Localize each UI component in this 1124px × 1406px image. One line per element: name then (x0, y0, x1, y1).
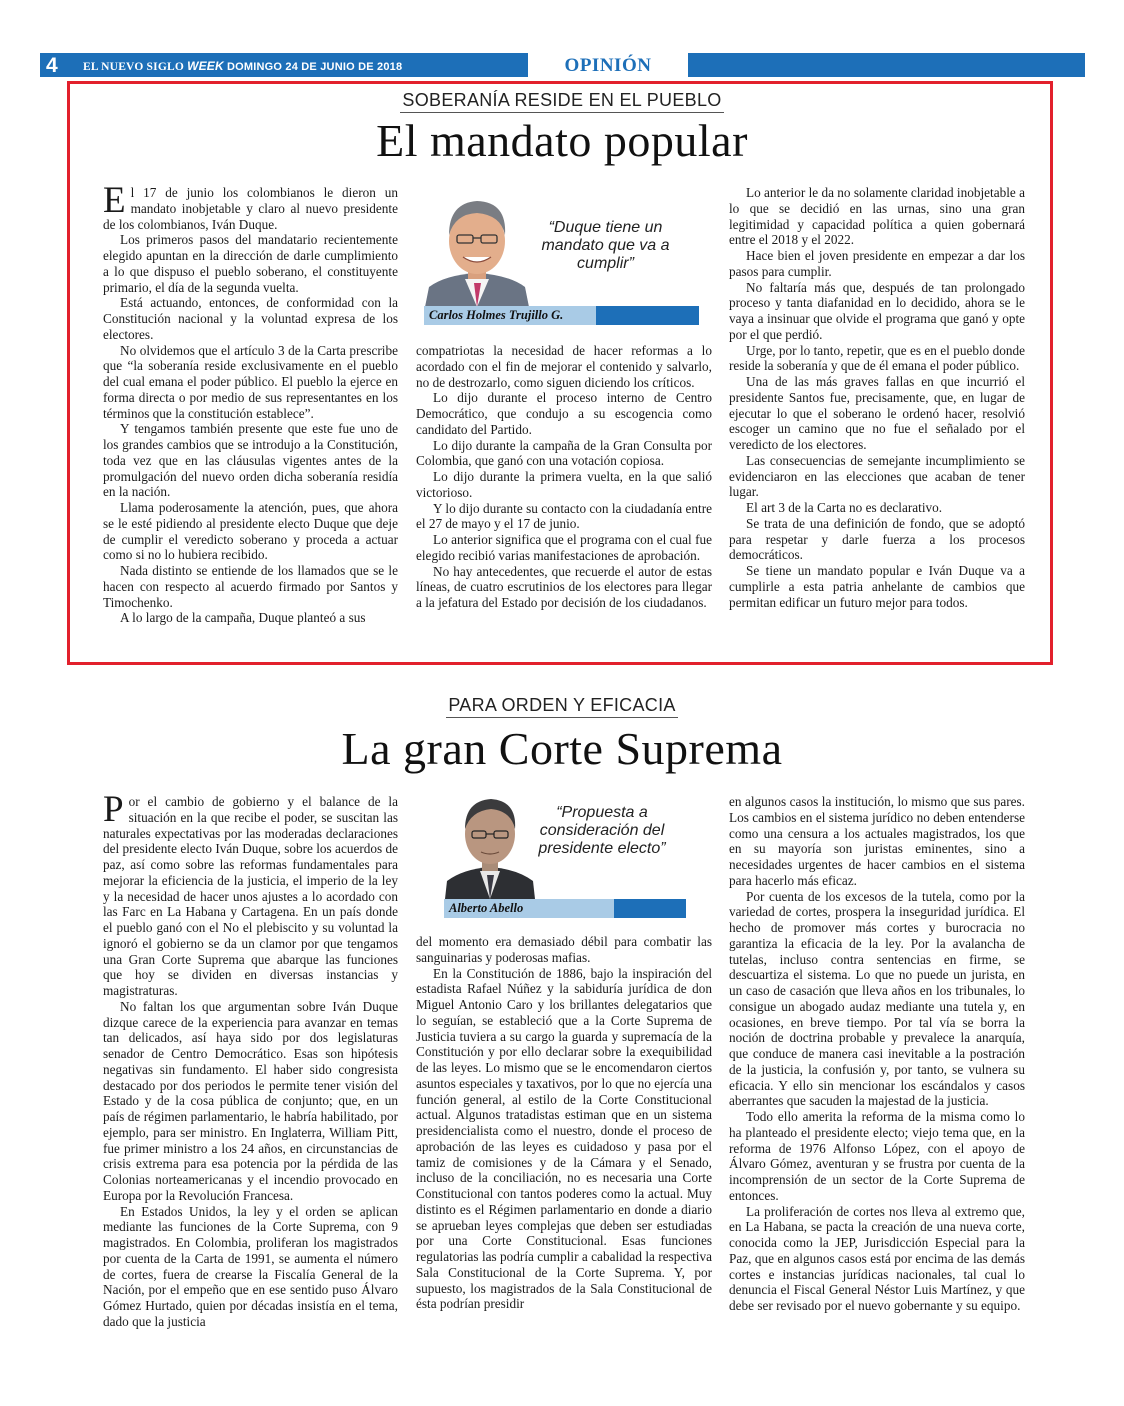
article1-paragraph: El 17 de junio los colombianos le dieron un mandato inobjetable y claro al nuevo presidente de los colombianos, Iván Duque. (103, 180, 398, 232)
article1-paragraph: El art 3 de la Carta no es declarativo. (746, 500, 943, 515)
publication-line (83, 59, 402, 73)
article1-column-3 (729, 185, 1025, 610)
article1-pull-quote: “Duque tiene un mandato que va a cumplir” (541, 219, 670, 272)
article1-paragraph: Lo dijo durante la primera vuelta, en la que salió victorioso. (416, 469, 712, 500)
article1-paragraph: Y lo dijo durante su contacto con la ciudadanía entre el 27 de mayo y el 17 de junio. (416, 500, 712, 532)
article1-paragraph: Lo anterior le da no solamente claridad inobjetable a lo que se decidió en las urnas, sino una gran legitimidad y capacidad política a quien gobernará entre el 2018 y el 2022. (729, 185, 1025, 248)
article2-paragraph: En Estados Unidos, la ley y el orden se aplican mediante las funciones de la Corte Suprema, con 9 magistrados. En Colombia, proliferan los magistrados por cuenta de la Carta de 1991, se aumenta el número de cortes, fuera de crearse la Fiscalía General de la Nación, por el empeño que en ese sentido puso Álvaro Gómez Hurtado, quien por décadas insistía en el tema, dado que la justicia (103, 1203, 398, 1329)
article1-paragraph: Se tiene un mandato popular e Iván Duque va a cumplirle a esta patria anhelante de cambios que permitan edificar un futuro mejor para todos. (729, 563, 1025, 610)
article2-column-1 (103, 789, 398, 1330)
article1-paragraph: Se trata de una definición de fondo, que se adoptó para respetar y darle fuerza a los procesos democráticos. (729, 515, 1025, 563)
drop-cap: P (103, 789, 124, 830)
publication-date: DOMINGO 24 DE JUNIO DE 2018 (226, 61, 403, 73)
article1-paragraph: Una de las más graves fallas en que incurrió el presidente Santos fue, precisamente, que, en lugar de ejecutar lo que el soberano le ordenó hacer, resolvió escoger un camino que no fue el señalado por el veredicto de los electores. (729, 374, 1025, 452)
article1-paragraph: compatriotas la necesidad de hacer reformas a lo acordado con el fin de mejorar el contenido y salvarlo, no de destrozarlo, como siguen diciendo los críticos. (416, 343, 712, 390)
caption-accent-block (596, 306, 699, 325)
article1-paragraph: Los primeros pasos del mandatario recientemente elegido apuntan en la dirección de darle cumplimiento a lo que dispuso el pueblo soberano, el constituyente primario, el día de la segunda vuelta. (103, 232, 398, 295)
article2-paragraph: en algunos casos la institución, lo mismo que sus pares. Los cambios en el sistema jurídico no deben entenderse como una censura a los actuales magistrados, los que en su mayoría son juristas eminentes, sino a necesidades urgentes de hacer cambios en el sistema para hacerlo más eficaz. (729, 794, 1025, 888)
section-label-box (528, 53, 688, 77)
drop-cap: E (103, 180, 126, 221)
caption-accent-block (614, 899, 686, 918)
article1-paragraph: Lo dijo durante el proceso interno de Centro Democrático, que condujo a su escogencia como candidato del Partido. (416, 390, 712, 437)
article2-paragraph: No faltan los que argumentan sobre Iván Duque dizque carece de la experiencia para avanzar en temas tan delicados, así haya sido por dos legislaturas senador de Centro Democrático. Esas son hipótesis negativas sin fundamento. El haber sido congresista destacado por dos periodos le permite tener visión del Estado y de la cosa pública de conjunto; que, en un país de régimen parlamentario, le habría habilitado, por ejemplo, para ser ministro. En Inglaterra, William Pitt, fue primer ministro a los 24 años, en circunstancias de crisis extrema para esa potencia por la pérdida de las Colonias norteamericanas y el incendio provocado en Europa por la Revolución Francesa. (103, 998, 398, 1203)
article2-title: La gran Corte Suprema (341, 723, 783, 774)
article2-column-2 (416, 934, 712, 1312)
article1-paragraph: Hace bien el joven presidente en empezar a dar los pasos para cumplir. (729, 248, 1025, 279)
article1-author-caption (424, 306, 699, 325)
article1-paragraph: Y tengamos también presente que este fue uno de los grandes cambios que se introdujo a la Constitución, toda vez que en las cláusulas vigentes antes de la promulgación del nuevo orden dicha soberanía residía en la nación. (103, 421, 398, 500)
article1-paragraph: No faltaría más que, después de tan prolongado proceso y tanta diafanidad en lo decidido, ahora se le vaya a insinuar que olvide el programa que ganó y opte por el que perdió. (729, 279, 1025, 342)
article1-column-1 (103, 180, 398, 626)
article2-author-name: Alberto Abello (449, 901, 524, 915)
article2-pull-quote: “Propuesta a consideración del presidente electo” (538, 804, 666, 857)
article1-paragraph: Llama poderosamente la atención, pues, que ahora se le esté pidiendo al presidente electo Duque que deje de cumplir el veredicto soberano y proceda a actuar como si no lo hubiera recibido. (103, 500, 398, 563)
article1-paragraph: Las consecuencias de semejante incumplimiento se evidenciaron en las elecciones que acaban de tener lugar. (729, 452, 1025, 500)
article1-paragraph: Nada distinto se entiende de los llamados que se le hacen con respecto al acuerdo firmado por Santos y Timochenko. (103, 563, 398, 610)
article1-paragraph: Está actuando, entonces, de conformidad con la Constitución nacional y la voluntad expresa de los electores. (103, 295, 398, 342)
article2-paragraph: Por cuenta de los excesos de la tutela, como por la variedad de cortes, prospera la inseguridad jurídica. El hecho de promover más cortes y burocracia no garantiza la eficacia de la ley. Por la avalancha de tutelas, incluso contra sentencias en firme, se descuartiza el sistema. Lo que no puede un jurista, en un caso de casación que lleva años en los tribunales, lo consigue un abogado audaz mediante una tutela y, en ocasiones, en breve tiempo. Por tal vía se borra la noción de doctrina probable y prevalece la anarquía, que conduce de manera casi inevitable a la postración de la justicia, la confusión y, por tanto, se vulnera su eficacia. Y ello sin mencionar los escándalos y casos aberrantes que sacuden la majestad de la justicia. (729, 888, 1025, 1109)
page-header (40, 53, 1085, 77)
article2-paragraph: Por el cambio de gobierno y el balance de la situación en la que recibe el poder, se suscitan las naturales expectativas por las moderadas declaraciones del presidente electo Iván Duque, sobre los acuerdos de paz, así como sobre las reformas fundamentales para mejorar la eficiencia de la justicia, el imperio de la ley y la necesidad de hacer unos ajustes a lo acordado con las Farc en La Habana y Cartagena. En un país donde el pueblo ganó con el No el plebiscito y su voluntad la ignoró el gobierno se da un clamor por que tengamos una Gran Corte Suprema que abarque las funciones que hoy se dividen en diversas instancias y magistraturas. (103, 789, 398, 998)
article2-kicker: PARA ORDEN Y EFICACIA (0, 695, 1124, 718)
article1-paragraph: No hay antecedentes, que recuerde el autor de estas líneas, de cuatro escrutinios de los electores para llegar a la jefatura del Estado por decisión de los ciudadanos. (416, 563, 712, 610)
article1-paragraph: No olvidemos que el artículo 3 de la Carta prescribe que “la soberanía reside exclusivamente en el pueblo del cual emana el poder público. El pueblo la ejerce en forma directa o por medio de sus representantes en los términos que la constitución establece”. (103, 342, 398, 421)
article2-author-caption (444, 899, 686, 918)
article1-column-2 (416, 343, 712, 611)
article1-paragraph: Lo dijo durante la campaña de la Gran Consulta por Colombia, que ganó con una votación copiosa. (416, 437, 712, 469)
section-label: OPINIÓN (564, 55, 652, 76)
publication-name: EL NUEVO SIGLO (83, 61, 184, 73)
article1-paragraph: Lo anterior significa que el programa con el cual fue elegido recibió varias manifestaciones de aprobación. (416, 532, 712, 563)
article2-paragraph: En la Constitución de 1886, bajo la inspiración del estadista Rafael Núñez y la sabiduría jurídica de don Miguel Antonio Caro y los brillantes delegatarios que lo seguían, se estableció que a la Corte Suprema de Justicia tuviera a su cargo la guarda y supremacía de la Constitución y por ello declarar sobre la exequibilidad de las leyes. Lo mismo que se le encomendaron ciertos asuntos especiales y taxativos, por lo que no ejercía una función general, al estilo de la Corte Constitucional actual. Algunos tratadistas estiman que en un sistema presidencialista como el nuestro, donde el proceso de aprobación de las leyes es cuidadoso y pasa por el tamiz de comisiones y de la Cámara y el Senado, incluso de la conciliación, no es necesaria una Corte Constitucional con tantos poderes como la actual. Muy distinto es el Régimen parlamentario en donde a diario se aprueban leyes complejas que deben ser estudiadas por una Corte Constitucional. Esas funciones regulatorias las podría cumplir a cabalidad la respectiva Sala Constitucional de la Corte Suprema. Y, por supuesto, los magistrados de la Sala Constitucional de ésta podrían presidir (416, 965, 712, 1312)
page-number: 4 (46, 54, 58, 77)
article1-paragraph: Urge, por lo tanto, repetir, que es en el pueblo donde reside la soberanía y que de él emana el poder público. (729, 342, 1025, 374)
article2-paragraph: del momento era demasiado débil para combatir las sanguinarias y poderosas mafias. (416, 934, 712, 965)
author-photo (425, 187, 529, 307)
article1-title: El mandato popular (376, 115, 748, 166)
article2-paragraph: Todo ello amerita la reforma de la misma como lo ha planteado el presidente electo; viejo tema que, en la reforma de 1976 Alfonso López, con el apoyo de Álvaro Gómez, aventuran y se frustra por cuenta de la incomprensión de un sector de la Corte Suprema de entonces. (729, 1109, 1025, 1203)
article2-paragraph: La proliferación de cortes nos lleva al extremo que, en La Habana, se pacta la creación de una nueva corte, conocida como la JEP, Jurisdicción Especial para la Paz, que en algunos casos está por encima de las demás cortes e instancias jurídicas nacionales, tal cual lo denuncia el Fiscal General Néstor Luis Martínez, y que debe ser revisado por el nuevo gobernante y su equipo. (729, 1203, 1025, 1313)
article1-paragraph: A lo largo de la campaña, Duque planteó a sus (120, 610, 366, 626)
article1-author-name: Carlos Holmes Trujillo G. (429, 308, 564, 322)
edition-name: WEEK (187, 59, 224, 73)
author-photo (445, 789, 535, 899)
article2-column-3 (729, 794, 1025, 1314)
article1-kicker: SOBERANÍA RESIDE EN EL PUEBLO (0, 90, 1124, 113)
